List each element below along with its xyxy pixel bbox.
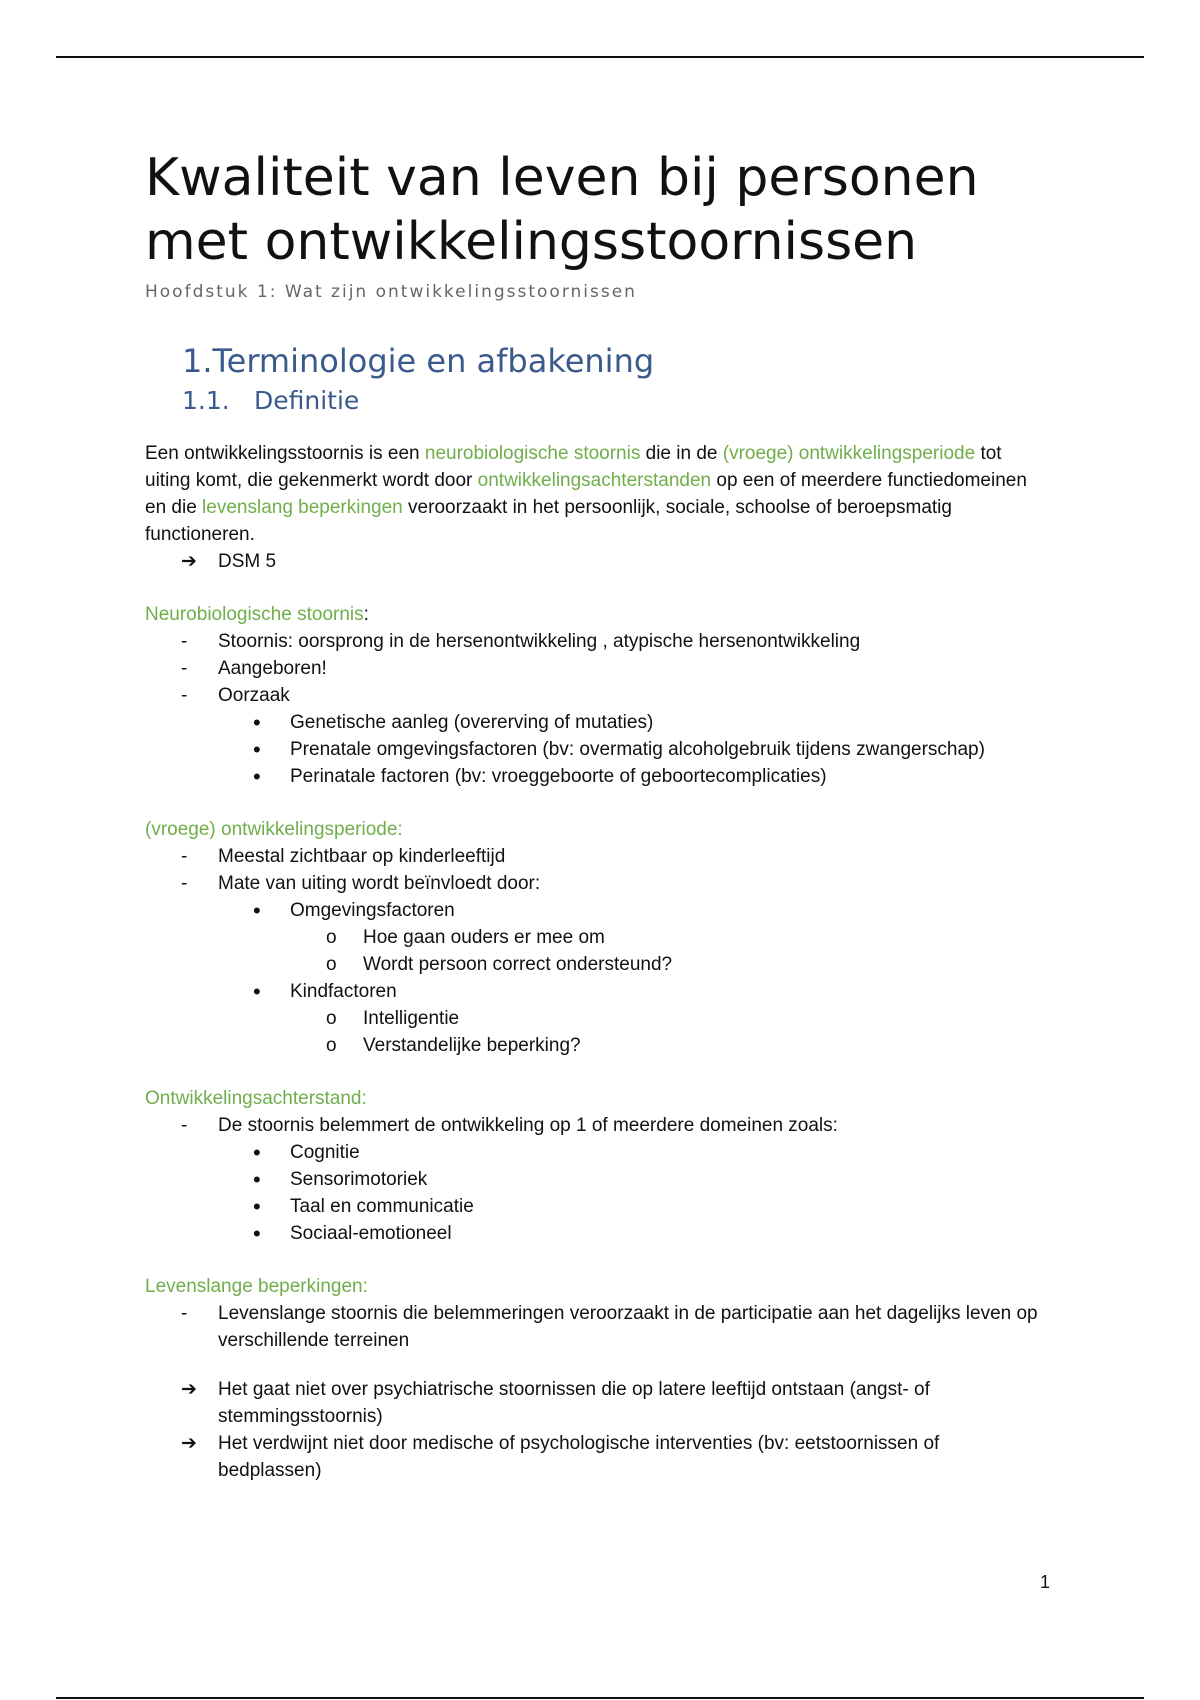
list-item bbox=[145, 548, 1045, 575]
early-list bbox=[145, 843, 1045, 897]
definition-text-2: die in de bbox=[640, 443, 723, 464]
list-item-text: Perinatale factoren (bv: vroeggeboorte of geboortecomplicaties) bbox=[290, 766, 827, 787]
list-item-text: Genetische aanleg (overerving of mutaties) bbox=[290, 712, 654, 733]
page-content bbox=[145, 146, 1045, 1484]
list-item bbox=[145, 843, 1045, 870]
list-item-text: Sensorimotoriek bbox=[290, 1169, 428, 1190]
bullet-icon: • bbox=[253, 710, 261, 735]
list-item bbox=[145, 736, 1045, 763]
title-line-1: Kwaliteit van leven bij personen bbox=[145, 148, 979, 208]
circle-icon: o bbox=[326, 927, 337, 948]
definition-paragraph bbox=[145, 440, 1045, 548]
list-item-text: Oorzaak bbox=[218, 685, 290, 706]
section-heading bbox=[182, 340, 1045, 382]
delay-list bbox=[145, 1112, 1045, 1139]
factor-list-2 bbox=[145, 978, 1045, 1005]
subsection-heading bbox=[182, 384, 1045, 418]
list-item bbox=[145, 1376, 1045, 1430]
list-item bbox=[145, 924, 1045, 951]
definition-highlight-early-period: (vroege) ontwikkelingsperiode bbox=[722, 443, 976, 464]
list-item-text: Hoe gaan ouders er mee om bbox=[363, 927, 605, 948]
list-item-text: Intelligentie bbox=[363, 1008, 460, 1029]
list-item bbox=[145, 1430, 1045, 1484]
lifelong-label: Levenslange beperkingen: bbox=[145, 1276, 368, 1297]
delay-label: Ontwikkelingsachterstand: bbox=[145, 1088, 367, 1109]
bullet-icon: • bbox=[253, 1221, 261, 1246]
list-item-text: Omgevingsfactoren bbox=[290, 900, 455, 921]
bullet-icon: • bbox=[253, 898, 261, 923]
arrow-icon: ➔ bbox=[181, 1379, 197, 1400]
neuro-list bbox=[145, 628, 1045, 709]
definition-highlight-neurobiological: neurobiologische stoornis bbox=[424, 443, 641, 464]
list-item-text: Sociaal-emotioneel bbox=[290, 1223, 452, 1244]
dash-icon: - bbox=[181, 658, 188, 679]
bullet-icon: • bbox=[253, 764, 261, 789]
cause-list bbox=[145, 709, 1045, 790]
list-item bbox=[145, 1166, 1045, 1193]
dsm-list bbox=[145, 548, 1045, 575]
bullet-icon: • bbox=[253, 979, 261, 1004]
neuro-label bbox=[145, 601, 1045, 628]
definition-highlight-delays: ontwikkelingsachterstanden bbox=[477, 470, 712, 491]
circle-icon: o bbox=[326, 954, 337, 975]
page-number: 1 bbox=[1040, 1572, 1051, 1592]
list-item bbox=[145, 951, 1045, 978]
subsection-title: Definitie bbox=[254, 386, 360, 415]
list-item-text: Kindfactoren bbox=[290, 981, 397, 1002]
list-item-text: Cognitie bbox=[290, 1142, 360, 1163]
definition-text-1: Een ontwikkelingsstoornis is een bbox=[145, 443, 425, 464]
list-item bbox=[145, 870, 1045, 897]
list-item bbox=[145, 709, 1045, 736]
spacer bbox=[145, 1354, 1045, 1376]
definition-text-5: veroorzaakt in het persoonlijk, sociale, schoolse of beroepsmatig functioneren. bbox=[145, 497, 952, 545]
list-item-text: Wordt persoon correct ondersteund? bbox=[363, 954, 673, 975]
document-subtitle: Hoofdstuk 1: Wat zijn ontwikkelingsstoornissen bbox=[145, 282, 637, 302]
list-item-text: Stoornis: oorsprong in de hersenontwikkeling , atypische hersenontwikkeling bbox=[218, 631, 861, 652]
dash-icon: - bbox=[181, 1115, 188, 1136]
dash-icon: - bbox=[181, 873, 188, 894]
dash-icon: - bbox=[181, 631, 188, 652]
dsm-text: DSM 5 bbox=[218, 551, 277, 572]
neuro-label-colon: : bbox=[363, 604, 369, 625]
subsection-number: 1.1. bbox=[182, 386, 230, 415]
list-item bbox=[145, 1220, 1045, 1247]
list-item bbox=[145, 897, 1045, 924]
dash-icon: - bbox=[181, 685, 188, 706]
document-title bbox=[145, 146, 1045, 274]
section-number: 1. bbox=[182, 342, 213, 380]
header-rule bbox=[56, 56, 1144, 58]
definition-text-3: tot uiting komt, die gekenmerkt wordt door bbox=[145, 443, 1002, 491]
list-item bbox=[145, 655, 1045, 682]
list-item bbox=[145, 682, 1045, 709]
list-item-text: Levenslange stoornis die belemmeringen veroorzaakt in de participatie aan het dagelijks leven op verschillende terreinen bbox=[218, 1303, 1038, 1351]
arrow-icon: ➔ bbox=[181, 551, 197, 572]
bullet-icon: • bbox=[253, 1140, 261, 1165]
list-item bbox=[145, 1300, 1045, 1354]
notes-list bbox=[145, 1376, 1045, 1484]
definition-text-4: op een of meerdere functiedomeinen en die bbox=[145, 470, 1027, 518]
list-item bbox=[145, 1193, 1045, 1220]
dash-icon: - bbox=[181, 846, 188, 867]
list-item bbox=[145, 1005, 1045, 1032]
lifelong-list bbox=[145, 1300, 1045, 1354]
factor-sublist-1 bbox=[145, 924, 1045, 978]
list-item-text: Prenatale omgevingsfactoren (bv: overmatig alcoholgebruik tijdens zwangerschap) bbox=[290, 739, 985, 760]
list-item bbox=[145, 978, 1045, 1005]
neuro-label-text: Neurobiologische stoornis bbox=[145, 604, 364, 625]
factor-list-1 bbox=[145, 897, 1045, 924]
list-item-text: Het gaat niet over psychiatrische stoornissen die op latere leeftijd ontstaan (angst- of stemmingsstoornis) bbox=[218, 1379, 930, 1427]
bullet-icon: • bbox=[253, 1167, 261, 1192]
list-item-text: Taal en communicatie bbox=[290, 1196, 474, 1217]
domain-list bbox=[145, 1139, 1045, 1247]
list-item-text: Meestal zichtbaar op kinderleeftijd bbox=[218, 846, 506, 867]
bullet-icon: • bbox=[253, 737, 261, 762]
list-item-text: Mate van uiting wordt beïnvloedt door: bbox=[218, 873, 541, 894]
dash-icon: - bbox=[181, 1303, 188, 1324]
title-line-2: met ontwikkelingsstoornissen bbox=[145, 212, 918, 272]
list-item bbox=[145, 628, 1045, 655]
bullet-icon: • bbox=[253, 1194, 261, 1219]
circle-icon: o bbox=[326, 1008, 337, 1029]
section-title: Terminologie en afbakening bbox=[212, 342, 655, 380]
factor-sublist-2 bbox=[145, 1005, 1045, 1059]
list-item-text: Verstandelijke beperking? bbox=[363, 1035, 581, 1056]
arrow-icon: ➔ bbox=[181, 1433, 197, 1454]
circle-icon: o bbox=[326, 1035, 337, 1056]
list-item-text: Aangeboren! bbox=[218, 658, 327, 679]
list-item-text: De stoornis belemmert de ontwikkeling op 1 of meerdere domeinen zoals: bbox=[218, 1115, 838, 1136]
list-item bbox=[145, 1139, 1045, 1166]
footer-rule bbox=[56, 1697, 1144, 1699]
definition-highlight-lifelong: levenslang beperkingen bbox=[202, 497, 403, 518]
list-item bbox=[145, 763, 1045, 790]
list-item bbox=[145, 1032, 1045, 1059]
list-item-text: Het verdwijnt niet door medische of psychologische interventies (bv: eetstoornissen of bedplassen) bbox=[218, 1433, 940, 1481]
early-label: (vroege) ontwikkelingsperiode: bbox=[145, 819, 403, 840]
list-item bbox=[145, 1112, 1045, 1139]
